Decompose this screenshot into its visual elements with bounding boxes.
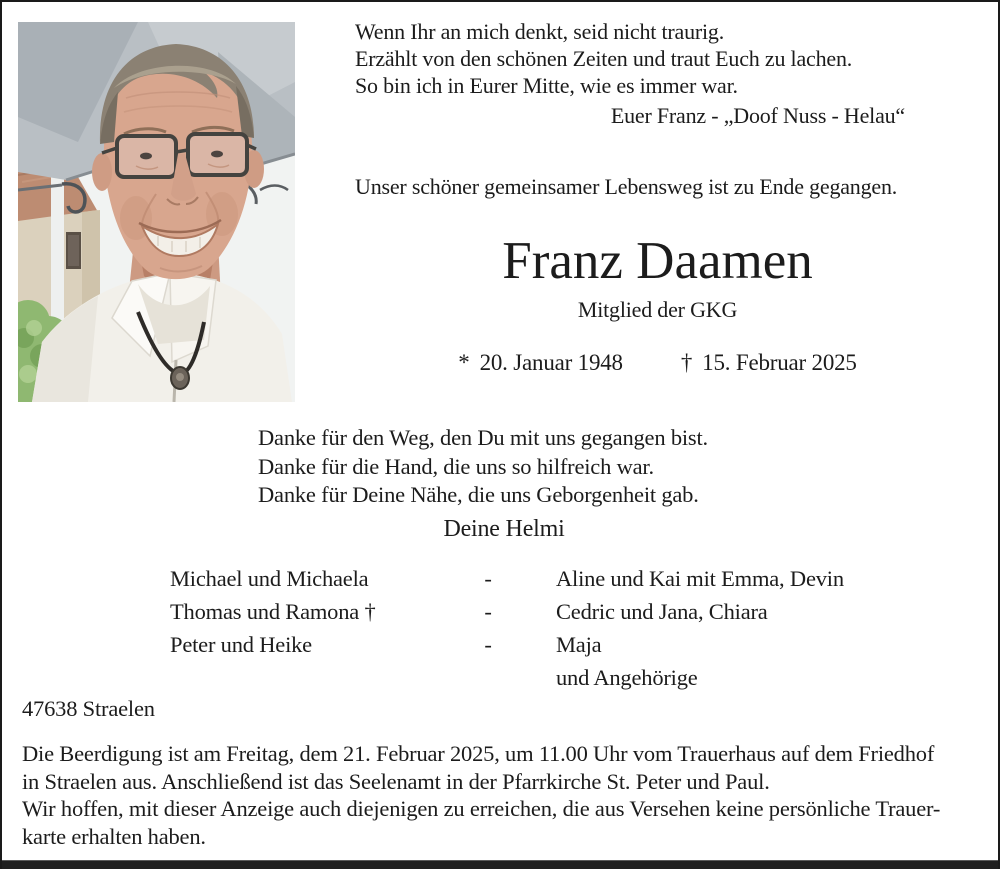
funeral-info bbox=[22, 740, 988, 850]
thanks-line: Danke für die Hand, die uns so hilfreich war. bbox=[258, 453, 654, 479]
mourner-separator: - bbox=[484, 566, 492, 591]
death-date-group bbox=[681, 350, 857, 376]
funeral-line: in Straelen aus. Anschließend ist das Seelenamt in der Pfarrkirche St. Peter und Paul. bbox=[22, 768, 770, 794]
mourner-right: Cedric und Jana, Chiara bbox=[556, 599, 768, 624]
deceased-name: Franz Daamen bbox=[502, 232, 813, 290]
funeral-line: Die Beerdigung ist am Freitag, dem 21. Februar 2025, um 11.00 Uhr vom Trauerhaus auf dem Friedhof bbox=[22, 741, 935, 766]
family-signature: Deine Helmi bbox=[443, 516, 565, 542]
death-date: 15. Februar 2025 bbox=[702, 350, 857, 375]
mourner-left: Peter und Heike bbox=[170, 632, 312, 657]
memorial-quote bbox=[355, 18, 907, 129]
thanks-line: Danke für den Weg, den Du mit uns gegangen bist. bbox=[258, 425, 708, 450]
mourner-separator: - bbox=[484, 632, 492, 657]
mourners-list bbox=[170, 562, 844, 694]
city-line: 47638 Straelen bbox=[22, 696, 155, 721]
mourner-right: Aline und Kai mit Emma, Devin bbox=[556, 566, 844, 591]
funeral-line: karte erhalten haben. bbox=[22, 823, 206, 849]
life-dates bbox=[335, 350, 980, 376]
mourner-right: Maja bbox=[556, 632, 602, 657]
deceased-header bbox=[335, 232, 980, 323]
birth-symbol: * bbox=[458, 350, 470, 375]
quote-line: Wenn Ihr an mich denkt, seid nicht traurig. bbox=[355, 19, 725, 44]
relatives-line: und Angehörige bbox=[556, 665, 698, 690]
membership-line: Mitglied der GKG bbox=[577, 297, 738, 322]
thanks-section bbox=[258, 424, 708, 510]
birth-date-group bbox=[458, 350, 623, 376]
mourner-left: Michael und Michaela bbox=[170, 566, 369, 591]
mourner-separator: - bbox=[484, 599, 492, 624]
death-cross-icon: † bbox=[680, 350, 693, 375]
mourner-left: Thomas und Ramona † bbox=[170, 599, 376, 624]
farewell-line: Unser schöner gemeinsamer Lebensweg ist zu Ende gegangen. bbox=[355, 174, 898, 199]
quote-signature: Euer Franz - „Doof Nuss - Helau“ bbox=[610, 103, 905, 128]
funeral-line: Wir hoffen, mit dieser Anzeige auch diejenigen zu erreichen, die aus Versehen keine persönliche Trauer- bbox=[22, 796, 941, 821]
birth-date: 20. Januar 1948 bbox=[479, 350, 623, 375]
thanks-line: Danke für Deine Nähe, die uns Geborgenheit gab. bbox=[258, 482, 699, 507]
quote-line: Erzählt von den schönen Zeiten und traut Euch zu lachen. bbox=[355, 46, 853, 71]
quote-line: So bin ich in Eurer Mitte, wie es immer war. bbox=[355, 73, 738, 98]
bottom-divider-bar bbox=[0, 860, 1000, 869]
portrait-photo bbox=[18, 22, 295, 402]
